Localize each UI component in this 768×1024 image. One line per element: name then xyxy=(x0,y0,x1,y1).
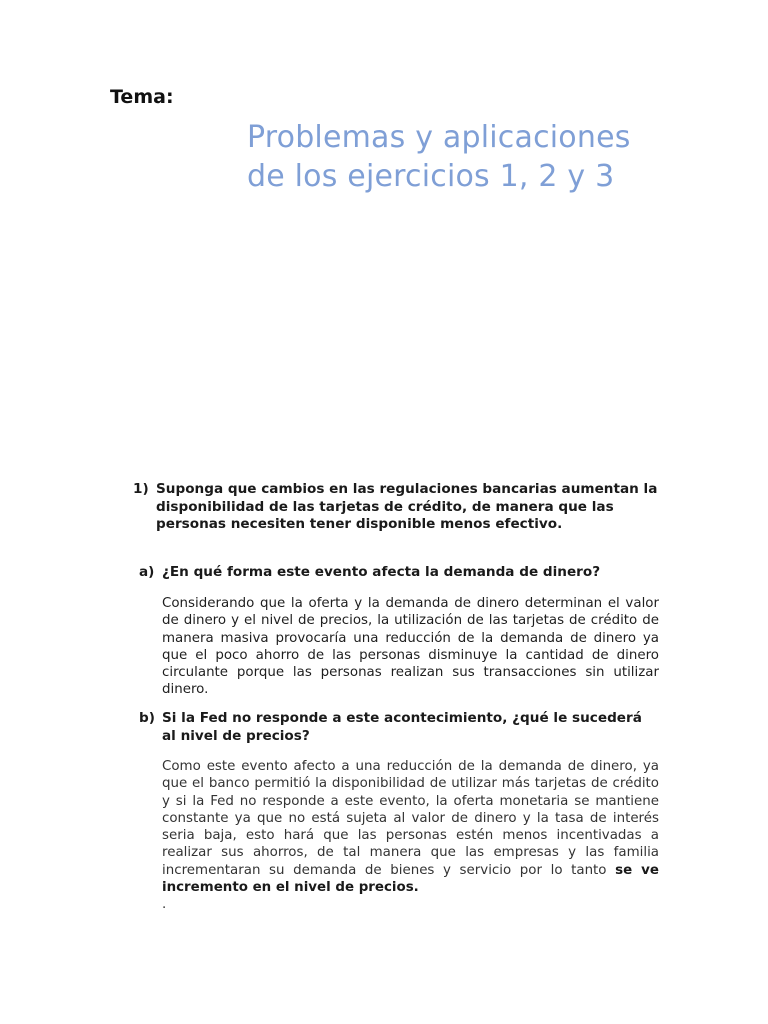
question-b-marker: b) xyxy=(139,710,155,726)
question-1-text: Suponga que cambios en las regulaciones bancarias aumentan la disponibilidad de las tarjetas de crédito, de manera que las personas necesiten tener disponible menos efectivo. xyxy=(156,481,658,532)
answer-b-text: Como este evento afecto a una reducción de la demanda de dinero, ya que el banco permitió la disponibilidad de utilizar más tarjetas de crédito y si la Fed no responde a este evento, la oferta monetaria se mantiene constante ya que no está sujeta al valor de dinero y la tasa de interés seria baja, esto hará que las personas estén menos incentivadas a realizar sus ahorros, de tal manera que las empresas y las familia incrementaran su demanda de bienes y servicio por lo tanto xyxy=(162,759,659,878)
answer-b-trailing-dot: . xyxy=(162,897,167,913)
topic-label: Tema: xyxy=(110,86,174,108)
question-a-text: ¿En qué forma este evento afecta la demanda de dinero? xyxy=(162,564,601,580)
question-b-text: Si la Fed no responde a este acontecimiento, ¿qué le sucederá al nivel de precios? xyxy=(162,710,642,744)
answer-b xyxy=(162,758,659,914)
question-b xyxy=(139,710,659,745)
page-title: Problemas y aplicaciones de los ejercicios 1, 2 y 3 xyxy=(247,120,631,194)
question-1-number: 1) xyxy=(133,481,149,497)
answer-b-conclusion: se ve incremento en el nivel de precios. xyxy=(162,862,659,896)
question-1 xyxy=(133,481,663,534)
answer-a: Considerando que la oferta y la demanda de dinero determinan el valor de dinero y el nivel de precios, la utilización de las tarjetas de crédito de manera masiva provocaría una reducción de la demanda de dinero ya que el poco ahorro de las personas disminuye la cantidad de dinero circulante porque las personas realizan sus transacciones sin utilizar dinero. xyxy=(162,596,659,698)
question-a xyxy=(139,564,659,582)
question-a-marker: a) xyxy=(139,564,155,580)
